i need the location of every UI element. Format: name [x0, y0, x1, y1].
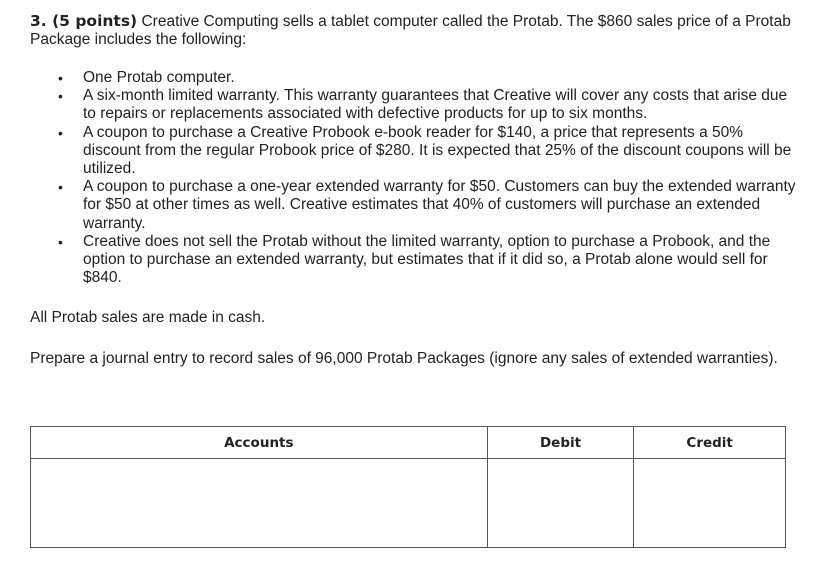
instruction-text: Prepare a journal entry to record sales of 96,000 Protab Packages (ignore any sales of extended warranties). [30, 349, 778, 367]
bullet-icon: • [58, 70, 63, 86]
list-item [30, 69, 800, 87]
question-text: Creative Computing sells a tablet computer called the Protab. The $860 sales price of a Protab Package includes the following: [30, 13, 791, 48]
list-item [30, 124, 800, 179]
credit-cell[interactable] [634, 459, 786, 548]
package-items-list [30, 69, 800, 287]
list-item-text: One Protab computer. [83, 69, 235, 86]
debit-header: Debit [487, 427, 634, 459]
accounts-cell[interactable] [31, 459, 488, 548]
table-header-row [31, 427, 786, 459]
table-row [31, 459, 786, 548]
list-item-text: A coupon to purchase a one-year extended warranty for $50. Customers can buy the extended warranty for $50 at other times as well. Creative estimates that 40% of customers will purchase an extended warranty. [83, 178, 796, 232]
list-item [30, 178, 800, 233]
question-block [30, 12, 800, 368]
accounts-header: Accounts [31, 427, 488, 459]
credit-header: Credit [634, 427, 786, 459]
debit-cell[interactable] [487, 459, 634, 548]
bullet-icon: • [58, 179, 63, 196]
bullet-icon: • [58, 88, 63, 105]
journal-entry-table [30, 426, 786, 548]
list-item-text: A coupon to purchase a Creative Probook e-book reader for $140, a price that represents a 50% discount from the regular Probook price of $280. It is expected that 25% of the discount coupons will be utilized. [83, 123, 792, 178]
list-item [30, 233, 800, 288]
bullet-icon: • [58, 233, 63, 250]
list-item-text: A six-month limited warranty. This warranty guarantees that Creative will cover any costs that arise due to repairs or replacements associated with defective products for up to six months. [83, 87, 788, 123]
question-heading [30, 12, 800, 49]
question-number: 3. (5 points) [30, 12, 138, 30]
list-item [30, 87, 800, 123]
cash-note: All Protab sales are made in cash. [30, 309, 266, 327]
list-item-text: Creative does not sell the Protab without the limited warranty, option to purchase a Probook, and the option to purchase an extended warranty, but estimates that if it did so, a Protab alone would sell for $840. [83, 232, 771, 287]
bullet-icon: • [58, 124, 63, 141]
